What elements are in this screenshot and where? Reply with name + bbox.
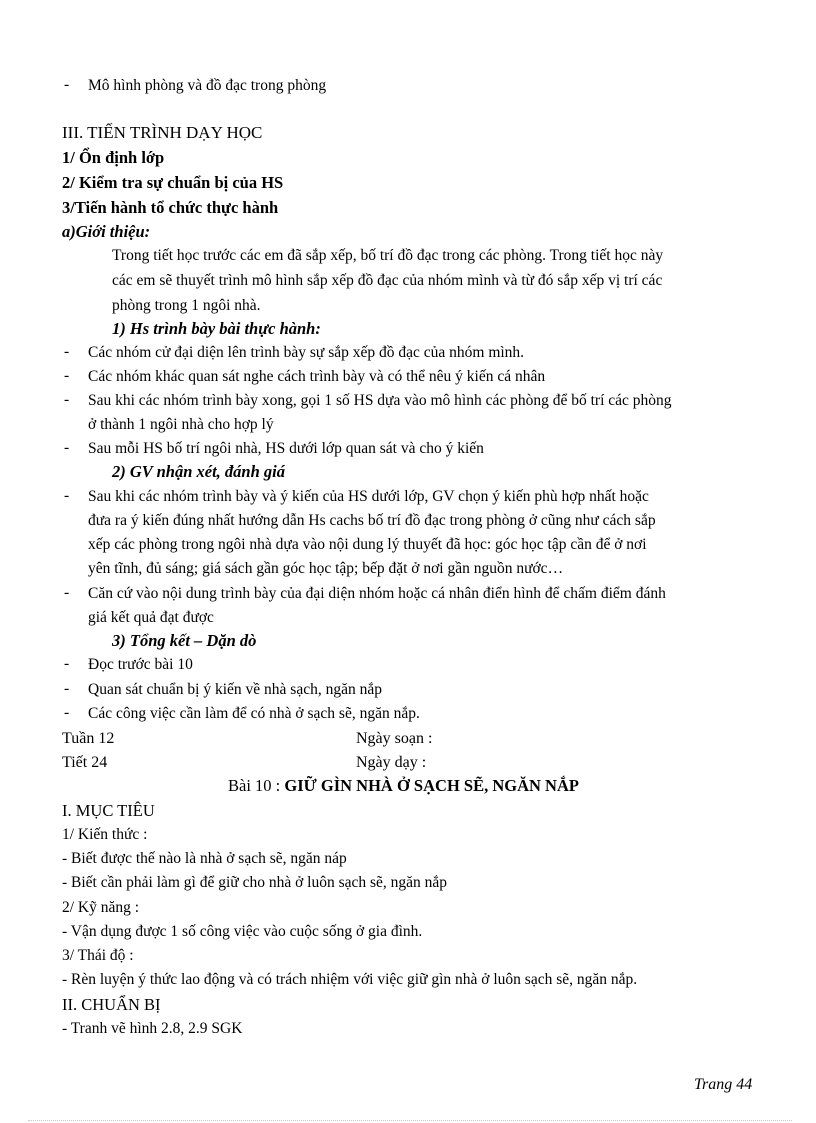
bullet-dash: -	[64, 343, 70, 360]
page-number: Trang 44	[694, 1076, 753, 1093]
bullet-dash: -	[64, 487, 70, 504]
attitude-item-1: - Rèn luyện ý thức lao động và có trách nhiệm với việc giữ gìn nhà ở luôn sạch sẽ, ngăn nắp.	[62, 971, 638, 988]
presentation-bullet-1: Các nhóm cử đại diện lên trình bày sự sắp xếp đồ đạc của nhóm mình.	[88, 344, 525, 361]
bullet-dash: -	[64, 439, 70, 456]
review-bullet-1a: Sau khi các nhóm trình bày và ý kiến của HS dưới lớp, GV chọn ý kiến phù hợp nhất hoặc	[88, 488, 649, 505]
knowledge-label: 1/ Kiến thức :	[62, 826, 148, 843]
lesson-number: Bài 10 :	[228, 776, 281, 795]
step-3-heading: 3/Tiến hành tổ chức thực hành	[62, 198, 279, 217]
preparation-heading: II. CHUẨN BỊ	[62, 995, 161, 1014]
lesson-title	[228, 776, 579, 796]
knowledge-item-1: - Biết được thế nào là nhà ở sạch sẽ, ngăn náp	[62, 850, 347, 867]
bullet-dash: -	[64, 680, 70, 697]
numbered-heading-3: 3) Tổng kết – Dặn dò	[112, 631, 257, 650]
numbered-heading-1: 1) Hs trình bày bài thực hành:	[112, 319, 321, 338]
review-bullet-1b: đưa ra ý kiến đúng nhất hướng dẫn Hs cachs bố trí đồ đạc trong phòng ở cũng như cách sắp	[88, 512, 656, 529]
bullet-dash: -	[64, 704, 70, 721]
prep-date-label: Ngày soạn :	[356, 730, 433, 747]
section-heading-3: III. TIẾN TRÌNH DẠY HỌC	[62, 123, 263, 142]
materials-line: Mô hình phòng và đồ đạc trong phòng	[88, 77, 327, 94]
week-label: Tuần 12	[62, 730, 115, 747]
teach-date-label: Ngày dạy :	[356, 754, 427, 771]
period-label: Tiết 24	[62, 754, 108, 771]
intro-text-1: Trong tiết học trước các em đã sắp xếp, bố trí đồ đạc trong các phòng. Trong tiết học này	[112, 247, 664, 264]
intro-heading: a)Giới thiệu:	[62, 222, 151, 241]
bullet-dash: -	[64, 655, 70, 672]
bullet-dash: -	[64, 367, 70, 384]
attitude-label: 3/ Thái độ :	[62, 947, 134, 964]
bullet-dash: -	[64, 391, 70, 408]
intro-text-3: phòng trong 1 ngôi nhà.	[112, 297, 261, 314]
intro-text-2: các em sẽ thuyết trình mô hình sắp xếp đồ đạc của nhóm mình và từ đó sắp xếp vị trí các	[112, 272, 663, 289]
homework-bullet-1: Đọc trước bài 10	[88, 656, 193, 673]
footer-divider	[28, 1120, 792, 1121]
presentation-bullet-4: Sau mỗi HS bố trí ngôi nhà, HS dưới lớp quan sát và cho ý kiến	[88, 440, 484, 457]
review-bullet-2a: Căn cứ vào nội dung trình bày của đại diện nhóm hoặc cá nhân điển hình để chấm điểm đánh	[88, 585, 666, 602]
review-bullet-1d: yên tĩnh, đủ sáng; giá sách gần góc học tập; bếp đặt ở nơi gần nguồn nước…	[88, 560, 564, 577]
skills-item-1: - Vận dụng được 1 số công việc vào cuộc sống ở gia đình.	[62, 923, 423, 940]
bullet-dash: -	[64, 584, 70, 601]
preparation-item-1: - Tranh vẽ hình 2.8, 2.9 SGK	[62, 1020, 243, 1037]
presentation-bullet-2: Các nhóm khác quan sát nghe cách trình bày và có thể nêu ý kiến cá nhân	[88, 368, 546, 385]
presentation-bullet-3b: ở thành 1 ngôi nhà cho hợp lý	[88, 416, 274, 433]
skills-label: 2/ Kỹ năng :	[62, 899, 140, 916]
numbered-heading-2: 2) GV nhận xét, đánh giá	[112, 462, 285, 481]
objectives-heading: I. MỤC TIÊU	[62, 801, 155, 820]
review-bullet-1c: xếp các phòng trong ngôi nhà dựa vào nội dung lý thuyết đã học: góc học tập cần để ở nơi	[88, 536, 647, 553]
bullet-dash: -	[64, 76, 70, 93]
homework-bullet-2: Quan sát chuẩn bị ý kiến về nhà sạch, ngăn nắp	[88, 681, 382, 698]
review-bullet-2b: giá kết quả đạt được	[88, 609, 214, 626]
step-1-heading: 1/ Ổn định lớp	[62, 148, 165, 167]
knowledge-item-2: - Biết cần phải làm gì để giữ cho nhà ở luôn sạch sẽ, ngăn nắp	[62, 874, 448, 891]
lesson-name: GIỮ GÌN NHÀ Ở SẠCH SẼ, NGĂN NẮP	[284, 776, 579, 795]
homework-bullet-3: Các công việc cần làm để có nhà ở sạch sẽ, ngăn nắp.	[88, 705, 420, 722]
presentation-bullet-3a: Sau khi các nhóm trình bày xong, gọi 1 số HS dựa vào mô hình các phòng để bố trí các phòng	[88, 392, 672, 409]
step-2-heading: 2/ Kiểm tra sự chuẩn bị của HS	[62, 173, 284, 192]
